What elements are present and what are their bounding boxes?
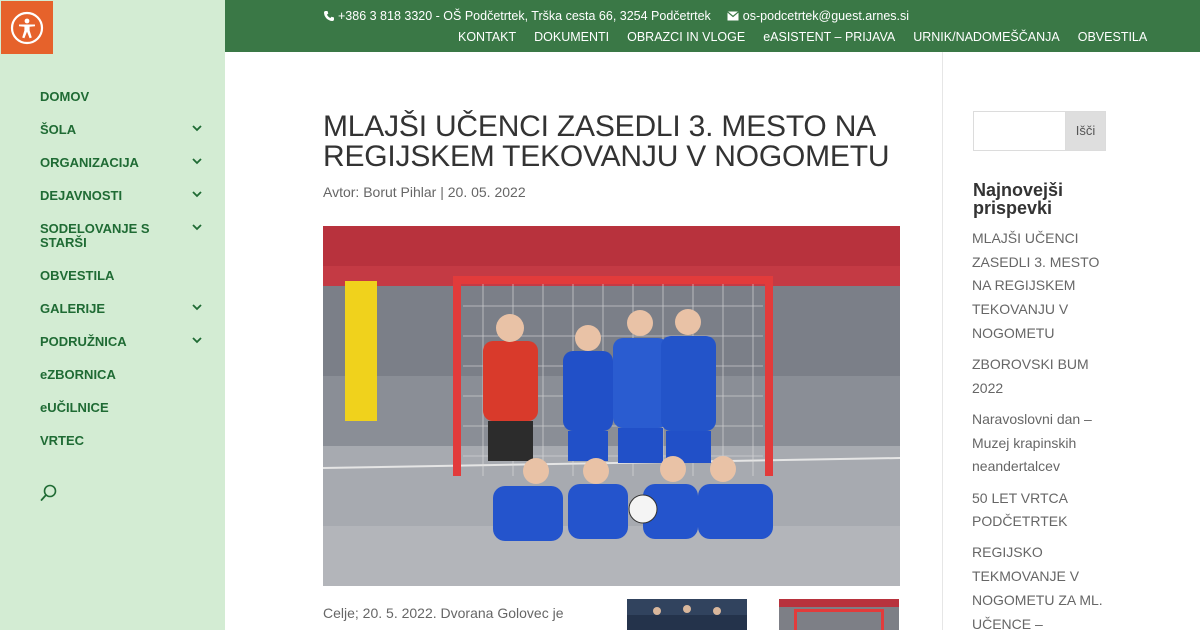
- topnav-link-dokumenti[interactable]: DOKUMENTI: [534, 30, 610, 44]
- sidebar-item-organizacija[interactable]: [0, 152, 225, 185]
- recent-post-link[interactable]: REGIJSKO TEKMOVANJE V NOGOMETU ZA ML. UČENCE –: [972, 544, 1103, 632]
- team-photo: [323, 226, 900, 586]
- sidebar-item-sola[interactable]: [0, 119, 225, 152]
- sidebar-item-label: eZBORNICA: [40, 367, 116, 382]
- search-form: [973, 111, 1106, 151]
- search-icon[interactable]: [40, 484, 58, 502]
- sidebar-item-sodelovanje[interactable]: [0, 218, 225, 265]
- search-button[interactable]: Išči: [1065, 111, 1106, 151]
- chevron-down-icon[interactable]: [191, 334, 203, 346]
- sidebar-item-label: DEJAVNOSTI: [40, 188, 123, 203]
- topnav-link-obvestila[interactable]: OBVESTILA: [1077, 30, 1148, 44]
- sidebar-item-label: GALERIJE: [40, 301, 106, 316]
- chevron-down-icon[interactable]: [191, 122, 203, 134]
- contact-phone: +386 3 818 3320 - OŠ Podčetrtek, Trška cesta 66, 3254 Podčetrtek: [338, 9, 711, 23]
- sidebar-item-label: DOMOV: [40, 89, 90, 104]
- accessibility-icon: [10, 11, 44, 45]
- recent-post-link[interactable]: 50 LET VRTCA PODČETRTEK: [972, 489, 1068, 530]
- sidebar-item-obvestila[interactable]: [0, 265, 225, 298]
- gallery-thumbnail[interactable]: [627, 599, 747, 630]
- post-featured-image[interactable]: [323, 226, 900, 586]
- topnav-link-easistent[interactable]: eASISTENT – PRIJAVA: [763, 30, 896, 44]
- sidebar-item-label: VRTEC: [40, 433, 85, 448]
- phone-icon: [323, 10, 335, 22]
- post-meta: Avtor: Borut Pihlar | 20. 05. 2022: [323, 184, 526, 200]
- main-navigation: [0, 86, 225, 463]
- post-body-text: Celje; 20. 5. 2022. Dvorana Golovec je: [323, 605, 564, 621]
- top-header-bar: [225, 0, 1200, 52]
- accessibility-button[interactable]: [1, 1, 53, 54]
- left-sidebar: [0, 0, 225, 630]
- search-input[interactable]: [973, 111, 1065, 151]
- thumbnail-image: [779, 599, 899, 630]
- contact-email[interactable]: os-podcetrtek@guest.arnes.si: [742, 9, 910, 23]
- sidebar-item-domov[interactable]: [0, 86, 225, 119]
- recent-post-link[interactable]: MLAJŠI UČENCI ZASEDLI 3. MESTO NA REGIJSKEM TEKOVANJU V NOGOMETU: [972, 230, 1100, 341]
- recent-post-link[interactable]: Naravoslovni dan – Muzej krapinskih neandertalcev: [972, 410, 1092, 475]
- recent-posts-title: Najnovejši prispevki: [973, 180, 1064, 218]
- top-navigation: [458, 30, 1147, 44]
- sidebar-item-label: eUČILNICE: [40, 400, 109, 415]
- sidebar-item-eucilnice[interactable]: [0, 397, 225, 430]
- sidebar-item-ezbornica[interactable]: [0, 364, 225, 397]
- sidebar-item-podruznica[interactable]: [0, 331, 225, 364]
- thumbnail-image: [627, 599, 747, 630]
- sidebar-item-galerije[interactable]: [0, 298, 225, 331]
- recent-posts-list: [972, 227, 1112, 644]
- topnav-link-urnik[interactable]: URNIK/NADOMEŠČANJA: [913, 30, 1060, 44]
- sidebar-item-label: ORGANIZACIJA: [40, 155, 139, 170]
- sidebar-item-label: ŠOLA: [40, 122, 77, 137]
- sidebar-item-vrtec[interactable]: [0, 430, 225, 463]
- sidebar-item-dejavnosti[interactable]: [0, 185, 225, 218]
- gallery-thumbnail[interactable]: [779, 599, 899, 630]
- chevron-down-icon[interactable]: [191, 155, 203, 167]
- chevron-down-icon[interactable]: [191, 301, 203, 313]
- chevron-down-icon[interactable]: [191, 188, 203, 200]
- sidebar-item-label: OBVESTILA: [40, 268, 115, 283]
- chevron-down-icon[interactable]: [191, 221, 203, 233]
- contact-info: [323, 9, 909, 23]
- sidebar-item-label: SODELOVANJE S STARŠI: [40, 221, 150, 250]
- recent-post-link[interactable]: ZBOROVSKI BUM 2022: [972, 356, 1089, 396]
- post-title: MLAJŠI UČENCI ZASEDLI 3. MESTO NA REGIJSKEM TEKOVANJU V NOGOMETU: [323, 110, 890, 173]
- sidebar-item-label: PODRUŽNICA: [40, 334, 127, 349]
- topnav-link-obrazci[interactable]: OBRAZCI IN VLOGE: [627, 30, 746, 44]
- topnav-link-kontakt[interactable]: KONTAKT: [458, 30, 517, 44]
- email-icon: [727, 11, 739, 21]
- content-divider: [942, 52, 943, 630]
